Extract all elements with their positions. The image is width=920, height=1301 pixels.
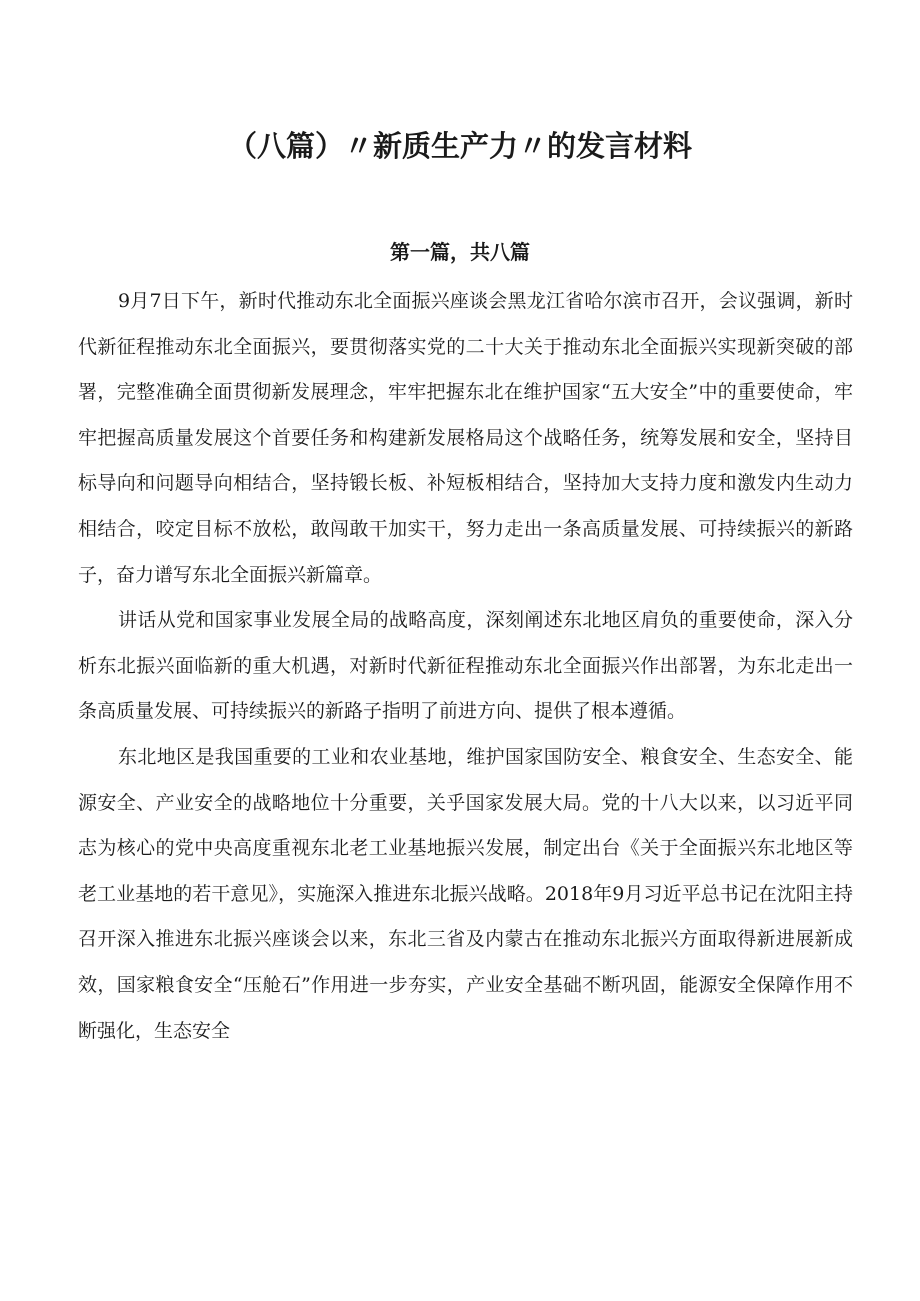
document-title: （八篇）〃新质生产力〃的发言材料 [227, 129, 692, 163]
paragraph-2: 讲话从党和国家事业发展全局的战略高度，深刻阐述东北地区肩负的重要使命，深入分析东北振兴面临新的重大机遇，对新时代新征程推动东北全面振兴作出部署，为东北走出一条高质量发展、可持续振兴的新路子指明了前进方向、提供了根本遵循。 [78, 609, 853, 723]
paragraph-3: 东北地区是我国重要的工业和农业基地，维护国家国防安全、粮食安全、生态安全、能源安全、产业安全的战略地位十分重要，关乎国家发展大局。党的十八大以来，以习近平同志为核心的党中央高度重视东北老工业基地振兴发展，制定出台《关于全面振兴东北地区等老工业基地的若干意见》，实施深入推进东北振兴战略。2018年9月习近平总书记在沈阳主持召开深入推进东北振兴座谈会以来，东北三省及内蒙古在推动东北振兴方面取得新进展新成效，国家粮食安全“压舱石”作用进一步夯实，产业安全基础不断巩固，能源安全保障作用不断强化，生态安全 [78, 745, 853, 1042]
document-body [78, 279, 853, 1054]
paragraph-1: 9月7日下午，新时代推动东北全面振兴座谈会黑龙江省哈尔滨市召开，会议强调，新时代新征程推动东北全面振兴，要贯彻落实党的二十大关于推动东北全面振兴实现新突破的部署，完整准确全面贯彻新发展理念，牢牢把握东北在维护国家“五大安全”中的重要使命，牢牢把握高质量发展这个首要任务和构建新发展格局这个战略任务，统筹发展和安全，坚持目标导向和问题导向相结合，坚持锻长板、补短板相结合，坚持加大支持力度和激发内生动力相结合，咬定目标不放松，敢闯敢干加实干，努力走出一条高质量发展、可持续振兴的新路子，奋力谱写东北全面振兴新篇章。 [78, 290, 853, 586]
section-heading: 第一篇，共八篇 [390, 240, 530, 264]
